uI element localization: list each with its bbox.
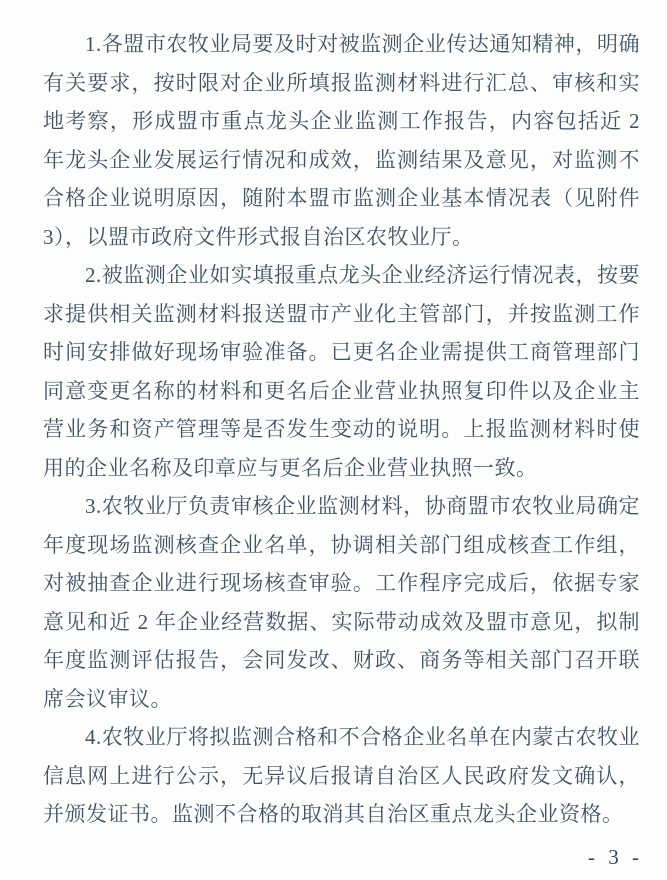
paragraph-1: 1.各盟市农牧业局要及时对被监测企业传达通知精神，明确有关要求，按时限对企业所填报监测材料进行汇总、审核和实地考察，形成盟市重点龙头企业监测工作报告，内容包括近 2 年龙头企业发展运行情况和成效，监测结果及意见，对监测不合格企业说明原因，随附本盟市监测企业基本情况表（见附件 3），以盟市政府文件形式报自治区农牧业厅。 (43, 32, 640, 249)
document-body (43, 25, 640, 834)
paragraph-2: 2.被监测企业如实填报重点龙头企业经济运行情况表，按要求提供相关监测材料报送盟市产业化主管部门，并按监测工作时间安排做好现场审验准备。已更名企业需提供工商管理部门同意变更名称的材料和更名后企业营业执照复印件以及企业主营业务和资产管理等是否发生变动的说明。上报监测材料时使用的企业名称及印章应与更名后企业营业执照一致。 (43, 263, 640, 480)
page-number: - 3 - (588, 845, 643, 869)
paragraph-3: 3.农牧业厅负责审核企业监测材料，协商盟市农牧业局确定年度现场监测核查企业名单，协调相关部门组成核查工作组，对被抽查企业进行现场核查审验。工作程序完成后，依据专家意见和近 2 年企业经营数据、实际带动成效及盟市意见，拟制年度监测评估报告，会同发改、财政、商务等相关部门召开联席会议审议。 (43, 494, 640, 711)
paragraph-4: 4.农牧业厅将拟监测合格和不合格企业名单在内蒙古农牧业信息网上进行公示，无异议后报请自治区人民政府发文确认，并颁发证书。监测不合格的取消其自治区重点龙头企业资格。 (43, 725, 640, 826)
